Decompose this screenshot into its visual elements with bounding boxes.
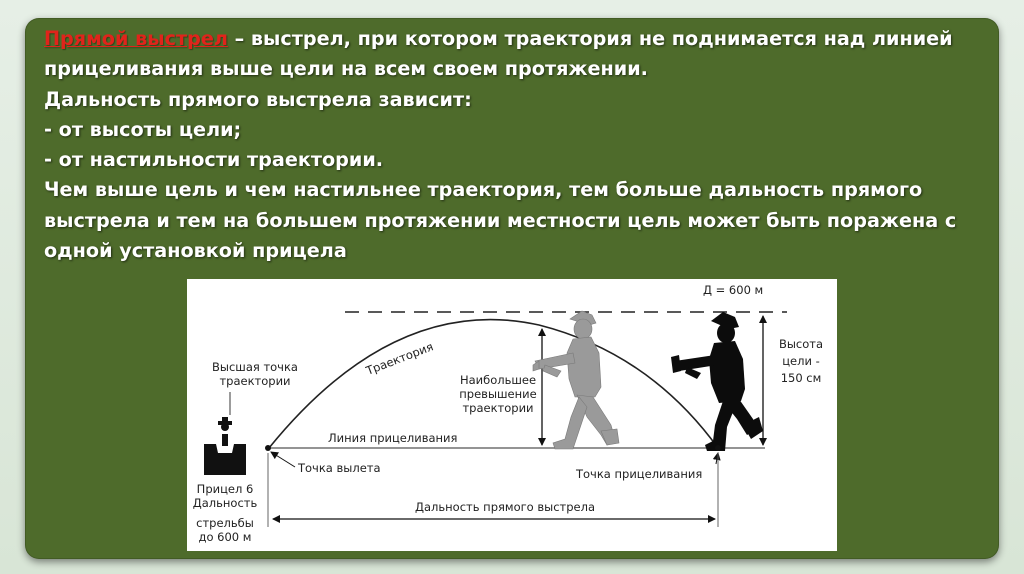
trajectory-diagram	[187, 279, 837, 551]
conclusion-line-2: выстрела и тем на большем протяжении местности цель может быть поражена с	[44, 208, 957, 232]
range-label: Дальность прямого выстрела	[415, 500, 596, 514]
distance-label: Д = 600 м	[703, 283, 764, 297]
target-height-label-1: Высота	[778, 337, 824, 351]
sight-icon	[204, 417, 246, 475]
aiming-line-label: Линия прицеливания	[328, 431, 458, 445]
depends-heading: Дальность прямого выстрела зависит:	[44, 87, 472, 111]
highest-point-label-2: траектории	[219, 374, 291, 388]
slide-text	[44, 24, 984, 266]
trajectory-diagram-svg	[187, 279, 837, 551]
aiming-point-label: Точка прицеливания	[576, 467, 703, 481]
sight-label-3: стрельбы	[196, 516, 254, 530]
aiming-point-dot	[715, 445, 721, 451]
target-height-label-3: 150 см	[780, 371, 822, 385]
target-height-label-2: цели -	[782, 354, 820, 368]
definition-term: Прямой выстрел	[44, 27, 228, 50]
gray-soldier-silhouette	[533, 311, 619, 449]
highest-point-label-1: Высшая точка	[212, 360, 298, 374]
conclusion-line-1: Чем выше цель и чем настильнее траектория, тем больше дальность прямого	[44, 178, 923, 202]
sight-label-2: Дальность	[192, 496, 258, 510]
departure-point-dot	[265, 445, 271, 451]
trajectory-label: Траектория	[364, 339, 436, 378]
factor-target-height: - от высоты цели;	[44, 117, 242, 141]
conclusion-line-3: одной установкой прицела	[44, 239, 347, 263]
definition-line-1	[44, 24, 984, 54]
black-soldier-silhouette	[671, 312, 763, 451]
max-excess-label-1: Наибольшее	[459, 373, 537, 387]
departure-pointer	[271, 452, 295, 467]
definition-line-2: прицеливания выше цели на всем своем протяжении.	[44, 57, 648, 81]
sight-label-1: Прицел 6	[196, 482, 254, 496]
max-excess-label-3: траектории	[462, 401, 534, 415]
factor-flatness: - от настильности траектории.	[44, 148, 384, 172]
sight-label-4: до 600 м	[198, 530, 252, 544]
definition-rest: – выстрел, при котором траектория не поднимается над линией	[227, 27, 953, 50]
departure-point-label: Точка вылета	[298, 461, 381, 475]
max-excess-label-2: превышение	[459, 387, 537, 401]
